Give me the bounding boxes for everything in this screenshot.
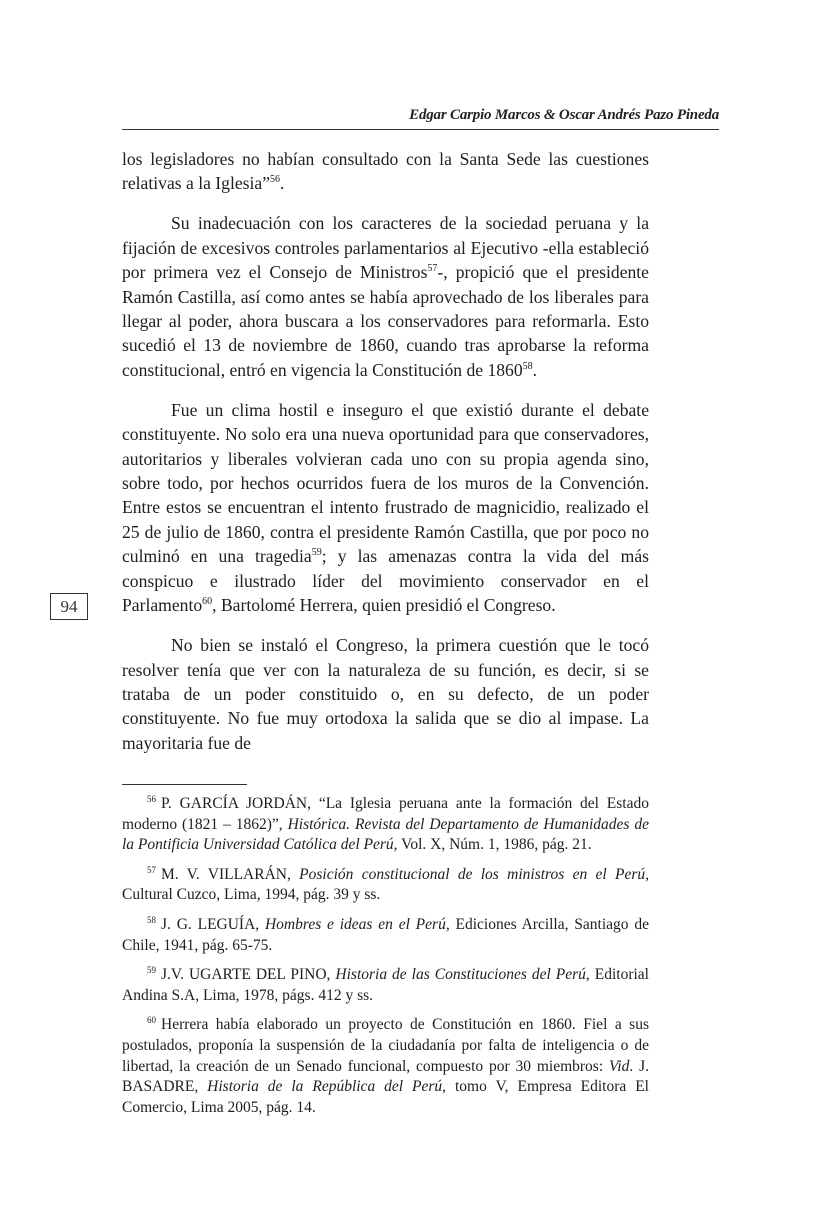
- running-header: [122, 106, 719, 130]
- footnote-ref-60[interactable]: 60: [202, 596, 213, 608]
- body-text: [122, 147, 649, 771]
- footnote-58: $^{58}$ J. G. LEGUÍA, Hombres e ideas en el Perú, Ediciones Arcilla, Santiago de Chile, 1941, pág. 65-75.: [122, 914, 649, 954]
- footnote-59: $^{59}$ J.V. UGARTE DEL PINO, Historia de las Constituciones del Perú, Editorial Andina S.A, Lima, 1978, págs. 412 y ss.: [122, 965, 649, 1004]
- footnote-ref-56[interactable]: 56: [270, 174, 281, 186]
- footnote-56: $^{56}$ P. GARCÍA JORDÁN, “La Iglesia peruana ante la formación del Estado moderno (1821 – 1862)”, Histórica. Revista del Departamento de Humanidades de la Pontificia Universidad Católica del Perú, Vol. X, Núm. 1, 1986, pág. 21.: [122, 794, 649, 854]
- page-number: 94: [50, 593, 88, 620]
- paragraph-3: Fue un clima hostil e inseguro el que existió durante el debate constituyente. No solo era una nueva oportunidad para que conservadores, autoritarios y liberales volvieran cada uno con su propia agenda sino, sobre todo, por hechos ocurridos fuera de los muros de la Convención. Entre estos se encuentran el intento frustrado de magnicidio, realizado el 25 de julio de 1860, contra el presidente Ramón Castilla, que por poco no culminó en una tragedia$^{59}$; y las amenazas contra la vida del más conspicuo e ilustrado líder del movimiento conservador en el Parlamento$^{60}$, Bartolomé Herrera, quien presidió el Congreso.: [122, 399, 649, 616]
- paragraph-2: Su inadecuación con los caracteres de la sociedad peruana y la fijación de excesivos controles parlamentarios al Ejecutivo -ella estableció por primera vez el Consejo de Ministros$^{57}$-, propició que el presidente Ramón Castilla, así como antes se había aprovechado de los liberales para llegar al poder, ahora buscara a los conservadores para reformarla. Esto sucedió el 13 de noviembre de 1860, cuando tras aprobarse la reforma constitucional, entró en vigencia la Constitución de 1860$^{58}$.: [122, 213, 649, 380]
- paragraph-1: los legisladores no habían consultado con la Santa Sede las cuestiones relativas a la Iglesia”$^{56}$.: [122, 149, 649, 194]
- footnote-separator: [122, 784, 247, 785]
- footnote-ref-57[interactable]: 57: [427, 263, 438, 275]
- footnote-57: $^{57}$ M. V. VILLARÁN, Posición constitucional de los ministros en el Perú, Cultural Cuzco, Lima, 1994, pág. 39 y ss.: [122, 864, 649, 904]
- running-title: Edgar Carpio Marcos & Oscar Andrés Pazo Pineda: [409, 107, 719, 123]
- footnote-60: $^{60}$ Herrera había elaborado un proyecto de Constitución en 1860. Fiel a sus postulados, proponía la suspensión de la ciudadanía por falta de inteligencia o de libertad, la creación de un Senado funcional, compuesto por 30 miembros: Vid. J. BASADRE, Historia de la República del Perú, tomo V, Empresa Editora El Comercio, Lima 2005, pág. 14.: [122, 1015, 649, 1116]
- footnotes: [122, 794, 649, 1127]
- paragraph-4: No bien se instaló el Congreso, la primera cuestión que le tocó resolver tenía que ver con la naturaleza de su función, es decir, si se trataba de un poder constituido o, en su defecto, de un poder constituyente. No fue muy ortodoxa la salida que se dio al impase. La mayoritaria fue de: [122, 635, 649, 753]
- footnote-ref-59[interactable]: 59: [311, 547, 322, 559]
- footnote-ref-58[interactable]: 58: [522, 360, 533, 372]
